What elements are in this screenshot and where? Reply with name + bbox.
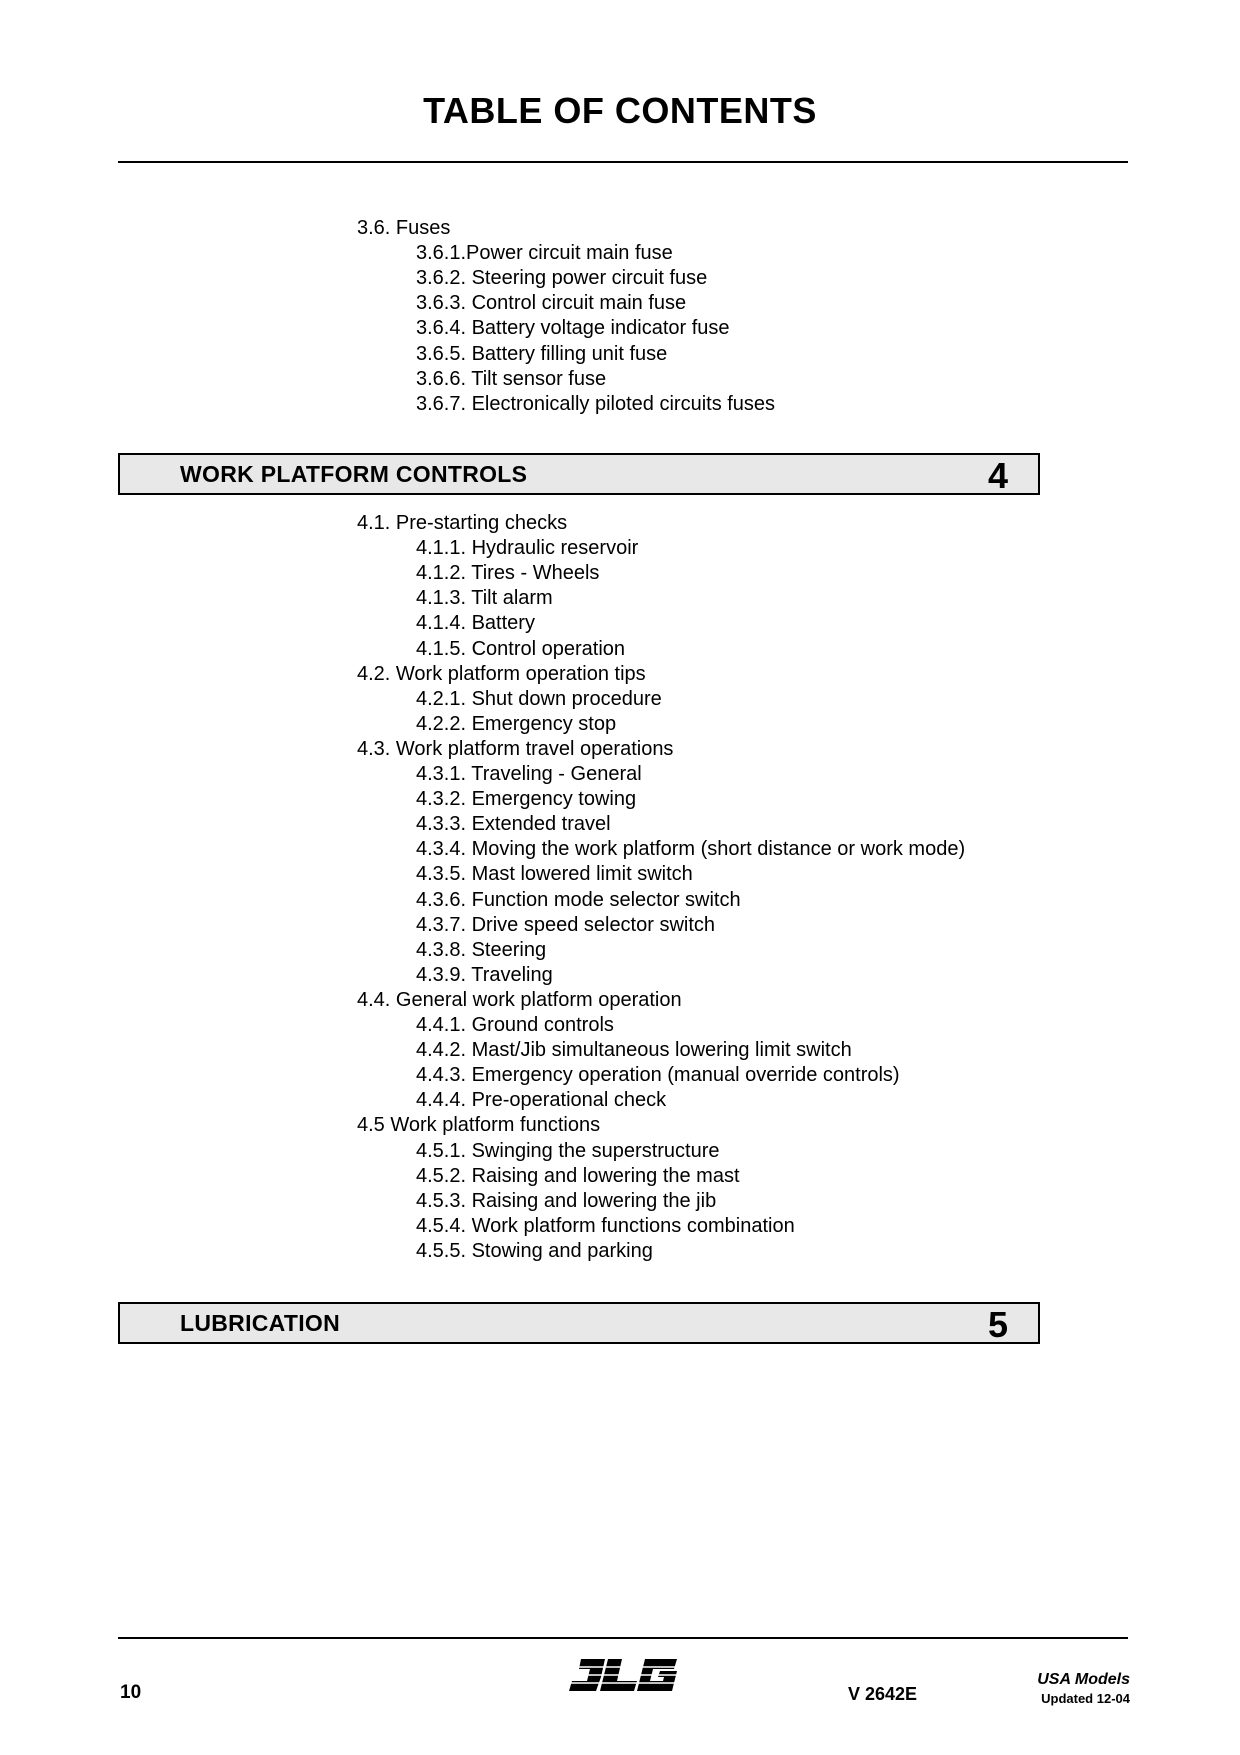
region-label: USA Models bbox=[1037, 1671, 1130, 1688]
toc-entry[interactable]: 4.2. Work platform operation tips bbox=[357, 662, 646, 685]
toc-entry[interactable]: 4.3.4. Moving the work platform (short distance or work mode) bbox=[416, 838, 966, 861]
toc-entry[interactable]: 4.3.8. Steering bbox=[416, 938, 547, 961]
toc-entry[interactable]: 4.4.1. Ground controls bbox=[416, 1014, 614, 1036]
toc-entry[interactable]: 4.3.6. Function mode selector switch bbox=[416, 888, 741, 911]
section-header-lubrication[interactable] bbox=[118, 1302, 1040, 1344]
toc-entry[interactable]: 4.5.5. Stowing and parking bbox=[416, 1239, 653, 1262]
model-number: V 2642E bbox=[848, 1684, 918, 1704]
toc-entry[interactable]: 4.3. Work platform travel operations bbox=[357, 737, 674, 760]
toc-entry[interactable]: 4.1.1. Hydraulic reservoir bbox=[416, 537, 639, 560]
toc-entry[interactable]: 3.6.1.Power circuit main fuse bbox=[416, 242, 673, 265]
section-title: LUBRICATION bbox=[180, 1310, 341, 1336]
section-number: 5 bbox=[987, 1304, 1008, 1345]
toc-entry[interactable]: 4.3.5. Mast lowered limit switch bbox=[416, 863, 693, 886]
toc-entry[interactable]: 4.5.4. Work platform functions combination bbox=[416, 1214, 795, 1237]
footer-divider bbox=[118, 1637, 1128, 1639]
toc-entry[interactable]: 4.1.4. Battery bbox=[416, 612, 535, 635]
toc-entry[interactable]: 4.4.2. Mast/Jib simultaneous lowering limit switch bbox=[416, 1039, 852, 1062]
toc-entry[interactable]: 4.3.3. Extended travel bbox=[416, 813, 611, 836]
section-number: 4 bbox=[987, 455, 1008, 496]
footer-edition bbox=[1037, 1670, 1130, 1708]
toc-entry[interactable]: 4.4.3. Emergency operation (manual override controls) bbox=[416, 1064, 900, 1087]
toc-entry[interactable]: 4.1.3. Tilt alarm bbox=[416, 587, 553, 610]
toc-entry[interactable]: 4.1. Pre-starting checks bbox=[357, 512, 568, 534]
toc-entry[interactable]: 4.1.5. Control operation bbox=[416, 637, 626, 660]
page-title: TABLE OF CONTENTS bbox=[423, 90, 817, 131]
toc-entry[interactable]: 3.6.3. Control circuit main fuse bbox=[416, 292, 687, 315]
toc-entry[interactable]: 4.3.1. Traveling - General bbox=[416, 763, 642, 785]
toc-entry[interactable]: 3.6.4. Battery voltage indicator fuse bbox=[416, 317, 730, 340]
toc-entry[interactable]: 4.4.4. Pre-operational check bbox=[416, 1089, 667, 1112]
toc-entry[interactable]: 3.6. Fuses bbox=[357, 217, 451, 239]
page-number: 10 bbox=[120, 1682, 142, 1703]
header-divider bbox=[118, 161, 1128, 163]
toc-entry[interactable]: 4.4. General work platform operation bbox=[357, 988, 682, 1011]
jlg-logo bbox=[565, 1655, 685, 1697]
updated-label: Updated 12-04 bbox=[1041, 1691, 1130, 1706]
toc-entry[interactable]: 4.3.2. Emergency towing bbox=[416, 788, 637, 811]
toc-entry[interactable]: 3.6.6. Tilt sensor fuse bbox=[416, 367, 607, 390]
section-title: WORK PLATFORM CONTROLS bbox=[180, 461, 528, 487]
section-header-work-platform-controls[interactable] bbox=[118, 453, 1040, 495]
toc-entry[interactable]: 4.2.1. Shut down procedure bbox=[416, 687, 662, 710]
toc-entry[interactable]: 4.3.9. Traveling bbox=[416, 963, 553, 986]
toc-entry[interactable]: 3.6.5. Battery filling unit fuse bbox=[416, 342, 668, 365]
toc-entry[interactable]: 4.2.2. Emergency stop bbox=[416, 712, 617, 735]
toc-entry[interactable]: 4.3.7. Drive speed selector switch bbox=[416, 913, 716, 936]
toc-entry[interactable]: 4.5.2. Raising and lowering the mast bbox=[416, 1164, 740, 1187]
toc-entry[interactable]: 3.6.7. Electronically piloted circuits fuses bbox=[416, 392, 776, 415]
toc-entry[interactable]: 4.5 Work platform functions bbox=[357, 1114, 601, 1137]
toc-entry[interactable]: 3.6.2. Steering power circuit fuse bbox=[416, 267, 708, 290]
toc-entry[interactable]: 4.1.2. Tires - Wheels bbox=[416, 562, 600, 585]
toc-entry[interactable]: 4.5.3. Raising and lowering the jib bbox=[416, 1189, 717, 1212]
toc-entry[interactable]: 4.5.1. Swinging the superstructure bbox=[416, 1139, 720, 1162]
